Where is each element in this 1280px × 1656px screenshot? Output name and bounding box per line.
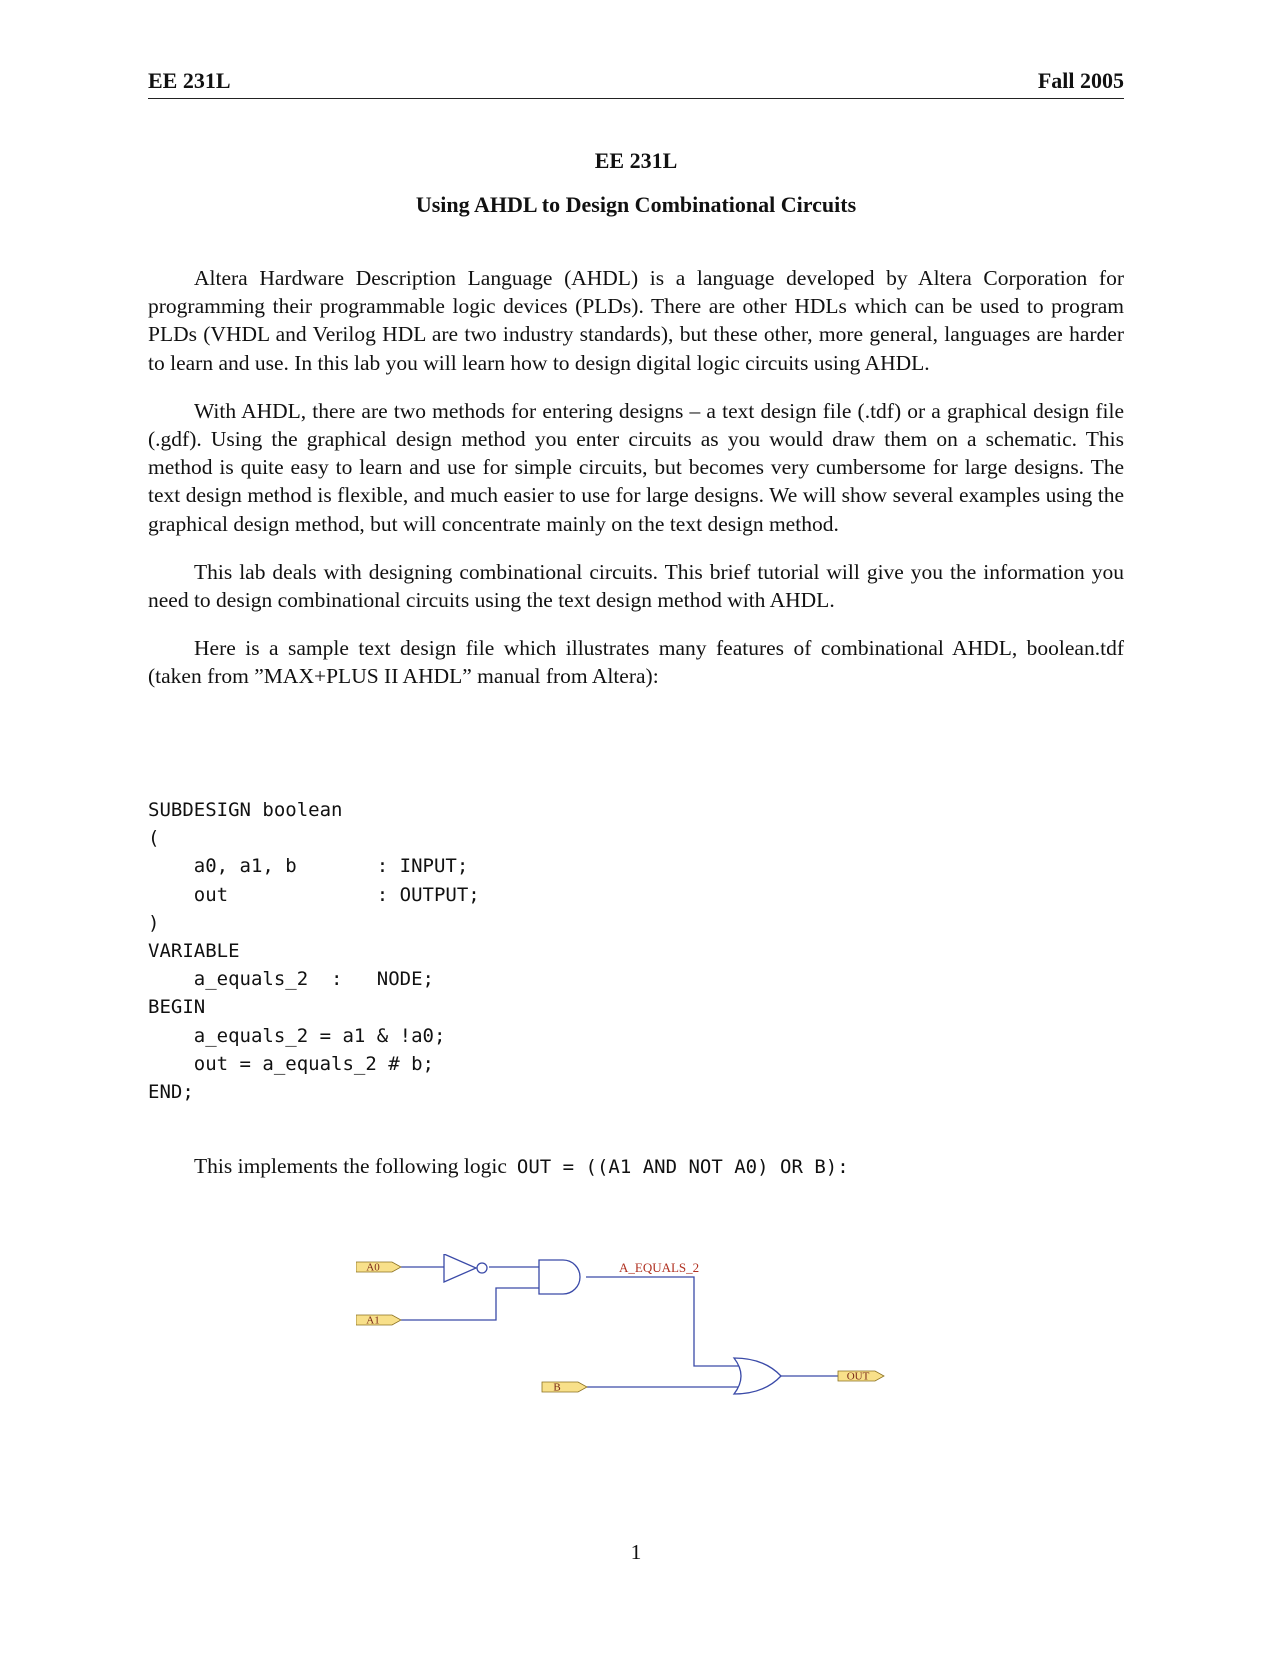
header-course: EE 231L xyxy=(148,68,231,93)
code-line: VARIABLE xyxy=(148,940,240,963)
not-gate xyxy=(444,1254,487,1282)
header-term: Fall 2005 xyxy=(1037,68,1124,93)
pin-out-label: OUT xyxy=(846,1370,870,1383)
paragraph-lab-scope: This lab deals with designing combinational circuits. This brief tutorial will give you the information you need to design combinational circuits using the text design method with AHDL. xyxy=(148,559,1124,613)
and-gate xyxy=(539,1260,580,1294)
code-line: ) xyxy=(148,911,160,934)
not-gate-body xyxy=(444,1254,476,1282)
pin-a1 xyxy=(356,1315,401,1327)
code-line: a_equals_2 = a1 & !a0; xyxy=(148,1024,446,1047)
pin-b-label: B xyxy=(553,1381,561,1394)
logic-schematic xyxy=(356,1254,896,1429)
document-title: Using AHDL to Design Combinational Circuits xyxy=(415,192,857,217)
node-label-a-equals-2: A_EQUALS_2 xyxy=(619,1260,700,1275)
code-listing xyxy=(148,796,748,1106)
logic-statement xyxy=(194,1152,849,1181)
code-line: out = a_equals_2 # b; xyxy=(148,1052,434,1075)
code-line: a0, a1, b : INPUT; xyxy=(148,855,469,878)
wire-a-equals-2 xyxy=(586,1277,741,1366)
page-number: 1 xyxy=(630,1540,642,1564)
pin-a0 xyxy=(356,1262,401,1274)
or-gate xyxy=(734,1358,781,1394)
code-line: END; xyxy=(148,1081,194,1104)
pin-out xyxy=(838,1371,884,1383)
paragraph-methods: With AHDL, there are two methods for entering designs – a text design file (.tdf) or a graphical design file (.gdf). Using the graphical design method you enter circuits as you would draw them on a schematic. This method is quite easy to learn and use for simple circuits, but becomes very cumbersome for large designs. The text design method is flexible, and much easier to use for large designs. We will show several examples using the graphical design method, but will concentrate mainly on the text design method. xyxy=(148,398,1124,536)
pin-b xyxy=(542,1382,587,1394)
code-line: a_equals_2 : NODE; xyxy=(148,968,434,991)
paragraph-intro: Altera Hardware Description Language (AHDL) is a language developed by Altera Corporation for programming their programmable logic devices (PLDs). There are other HDLs which can be used to program PLDs (VHDL and Verilog HDL are two industry standards), but these other, more general, languages are harder to learn and use. In this lab you will learn how to design digital logic circuits using AHDL. xyxy=(148,266,1124,375)
pin-a0-label: A0 xyxy=(366,1261,380,1274)
title-block xyxy=(148,145,1124,221)
pin-a1-label: A1 xyxy=(366,1314,380,1327)
body-text xyxy=(148,264,1124,711)
document-course-title: EE 231L xyxy=(594,148,678,173)
code-line: out : OUTPUT; xyxy=(148,883,480,906)
wire-a1 xyxy=(401,1288,539,1320)
code-line: SUBDESIGN boolean xyxy=(148,799,343,821)
paragraph-sample-intro: Here is a sample text design file which illustrates many features of combinational AHDL, boolean.tdf (taken from ”MAX+PLUS II AHDL” manual from Altera): xyxy=(148,636,1124,689)
logic-expression: OUT = ((A1 AND NOT A0) OR B): xyxy=(516,1156,849,1178)
document-page xyxy=(148,0,1124,1656)
pin-b-shape xyxy=(542,1382,587,1392)
running-header xyxy=(148,64,1124,99)
code-line: BEGIN xyxy=(148,996,206,1019)
not-gate-bubble xyxy=(477,1263,487,1273)
logic-text: This implements the following logic xyxy=(194,1154,507,1178)
code-line: ( xyxy=(148,827,160,850)
